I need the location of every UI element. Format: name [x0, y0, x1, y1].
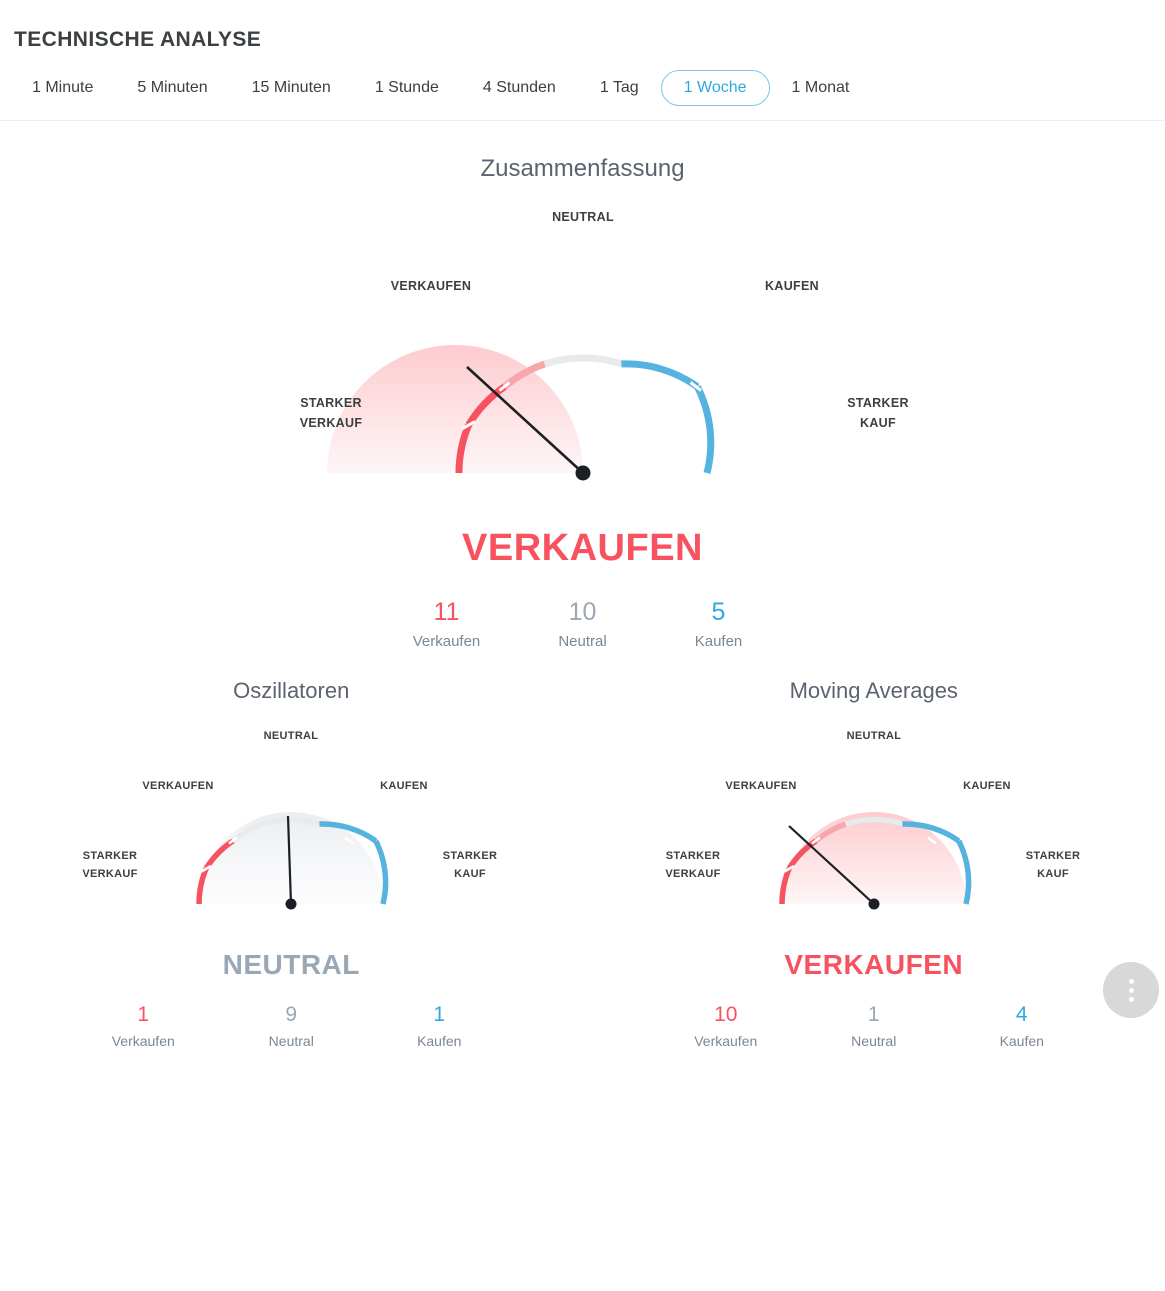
oscillators-title: Oszillatoren — [233, 678, 350, 703]
tab-5-minuten[interactable]: 5 Minuten — [137, 79, 208, 96]
gauge-label-strong-buy-2: KAUF — [859, 416, 896, 430]
gauge-label-neutral: NEUTRAL — [263, 730, 319, 742]
gauge-label-buy: KAUFEN — [764, 279, 819, 293]
count-buy — [948, 1003, 1096, 1049]
more-dot-icon — [1129, 988, 1134, 993]
moving-averages-title: Moving Averages — [789, 678, 958, 703]
oscillators-section — [0, 660, 583, 1049]
count-neutral-label: Neutral — [558, 633, 607, 650]
tab-1-stunde[interactable]: 1 Stunde — [374, 79, 439, 96]
moving-averages-verdict: VERKAUFEN — [784, 949, 964, 980]
gauge-label-sell: VERKAUFEN — [725, 780, 797, 792]
count-sell-value: 10 — [714, 1003, 738, 1026]
count-neutral — [515, 598, 651, 650]
moving-averages-counts — [583, 1003, 1165, 1049]
tab-15-minuten[interactable]: 15 Minuten — [251, 79, 331, 96]
gauge-label-sell: VERKAUFEN — [390, 279, 471, 293]
oscillators-gauge — [0, 704, 582, 939]
summary-title: Zusammenfassung — [480, 155, 685, 182]
count-neutral-label: Neutral — [268, 1033, 314, 1049]
gauge-label-strong-buy-2: KAUF — [454, 868, 487, 880]
count-sell — [379, 598, 515, 650]
tab-4-stunden[interactable]: 4 Stunden — [482, 79, 556, 96]
gauge-label-strong-buy-1: STARKER — [1025, 850, 1080, 862]
gauge-fill — [782, 812, 966, 904]
count-sell — [652, 1003, 800, 1049]
more-dot-icon — [1129, 979, 1134, 984]
gauge-label-strong-buy-2: KAUF — [1036, 868, 1069, 880]
count-buy-label: Kaufen — [694, 633, 743, 650]
gauge-label-strong-sell-1: STARKER — [83, 850, 138, 862]
count-neutral-value: 1 — [867, 1003, 880, 1026]
count-neutral-label: Neutral — [851, 1033, 897, 1049]
summary-verdict: VERKAUFEN — [462, 527, 703, 569]
count-sell-label: Verkaufen — [111, 1033, 175, 1049]
count-neutral-value: 10 — [568, 598, 597, 626]
summary-counts — [0, 598, 1165, 650]
gauge-label-strong-buy-1: STARKER — [443, 850, 498, 862]
count-sell-label: Verkaufen — [694, 1033, 758, 1049]
oscillators-verdict: NEUTRAL — [222, 949, 360, 980]
tab-1-monat[interactable]: 1 Monat — [791, 79, 850, 96]
gauge-label-strong-buy-1: STARKER — [846, 396, 909, 410]
count-buy-value: 4 — [1015, 1003, 1028, 1026]
more-dot-icon — [1129, 997, 1134, 1002]
gauge-label-buy: KAUFEN — [962, 780, 1011, 792]
gauge-label-strong-sell-2: VERKAUF — [299, 416, 362, 430]
gauge-label-strong-sell-1: STARKER — [665, 850, 720, 862]
gauge-label-strong-sell-1: STARKER — [299, 396, 362, 410]
count-neutral — [800, 1003, 948, 1049]
count-sell-value: 1 — [137, 1003, 150, 1026]
gauge-label-strong-sell-2: VERKAUF — [665, 868, 721, 880]
tab-1-woche[interactable]: 1 Woche — [661, 70, 770, 106]
timeframe-tabs — [0, 52, 1165, 121]
gauge-label-strong-sell-2: VERKAUF — [82, 868, 138, 880]
summary-section — [0, 155, 1165, 650]
count-buy — [365, 1003, 513, 1049]
more-options-button[interactable] — [1103, 962, 1159, 1018]
gauge-label-neutral: NEUTRAL — [846, 730, 902, 742]
summary-gauge — [233, 183, 933, 513]
count-buy — [651, 598, 787, 650]
count-buy-label: Kaufen — [417, 1033, 462, 1049]
tab-1-minute[interactable]: 1 Minute — [32, 79, 94, 96]
count-buy-label: Kaufen — [999, 1033, 1044, 1049]
gauge-label-sell: VERKAUFEN — [142, 780, 214, 792]
count-sell-value: 11 — [433, 598, 460, 626]
count-sell-label: Verkaufen — [412, 633, 481, 650]
moving-averages-gauge — [583, 704, 1165, 939]
count-neutral — [217, 1003, 365, 1049]
count-buy-value: 5 — [711, 598, 726, 626]
moving-averages-section — [583, 660, 1165, 1049]
count-buy-value: 1 — [433, 1003, 446, 1026]
page-title: TECHNISCHE ANALYSE — [14, 28, 262, 51]
gauge-label-buy: KAUFEN — [380, 780, 429, 792]
count-sell — [69, 1003, 217, 1049]
oscillators-counts — [0, 1003, 583, 1049]
gauge-label-neutral: NEUTRAL — [551, 210, 614, 224]
tab-1-tag[interactable]: 1 Tag — [599, 79, 639, 96]
count-neutral-value: 9 — [285, 1003, 298, 1026]
